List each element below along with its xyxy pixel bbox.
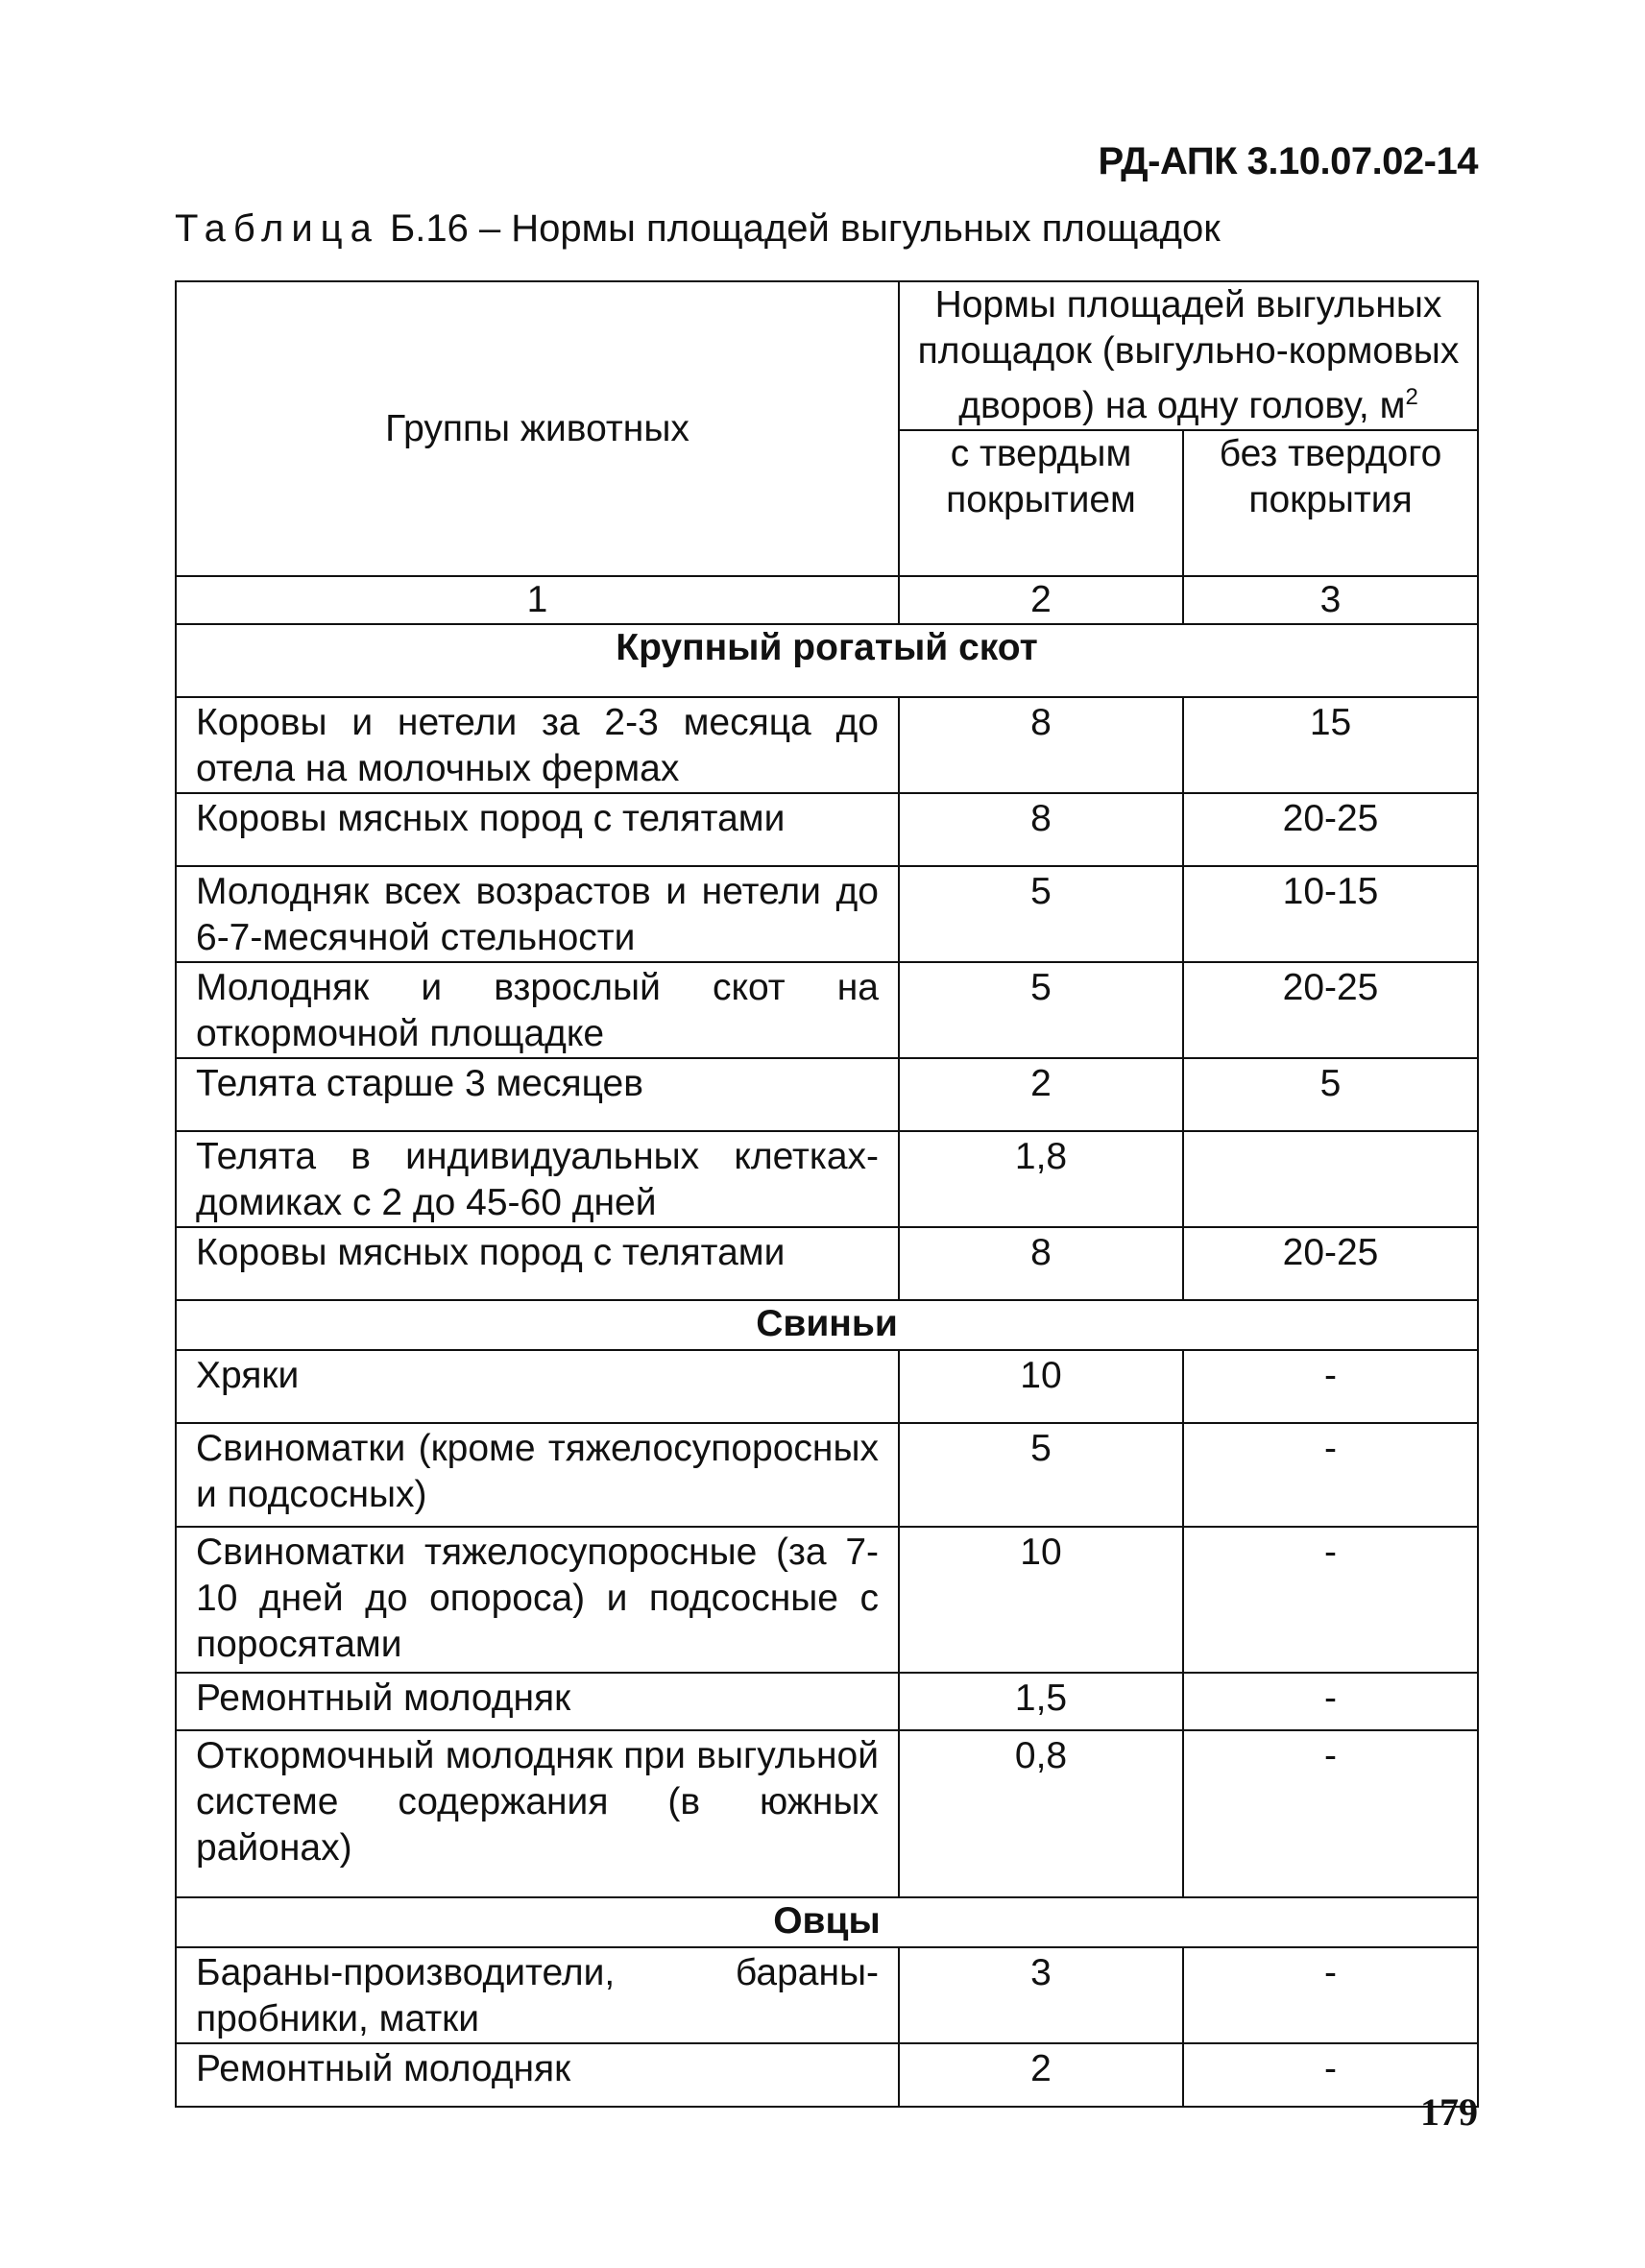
table-row [176, 1058, 1478, 1131]
section-row [176, 624, 1478, 697]
no-hard-surface-value: - [1183, 1947, 1478, 2043]
section-title: Крупный рогатый скот [176, 624, 1478, 697]
no-hard-surface-value: - [1183, 1350, 1478, 1423]
table-row [176, 1131, 1478, 1227]
header-no-hard-surface: без твердого покрытия [1183, 430, 1478, 576]
norms-table [175, 280, 1479, 2108]
table-row [176, 1350, 1478, 1423]
column-number: 3 [1183, 576, 1478, 624]
no-hard-surface-value: - [1183, 2043, 1478, 2107]
table-row [176, 962, 1478, 1058]
hard-surface-value: 10 [899, 1527, 1183, 1673]
no-hard-surface-value: 10-15 [1183, 866, 1478, 962]
no-hard-surface-value: - [1183, 1423, 1478, 1527]
animal-group-name: Ремонтный молодняк [176, 2043, 899, 2107]
animal-group-name: Коровы мясных пород с телятами [176, 793, 899, 866]
hard-surface-value: 5 [899, 962, 1183, 1058]
hard-surface-value: 2 [899, 2043, 1183, 2107]
table-row [176, 1227, 1478, 1300]
no-hard-surface-value: 20-25 [1183, 793, 1478, 866]
table-caption-text: Б.16 – Нормы площадей выгульных площадок [389, 207, 1221, 250]
table-row [176, 2043, 1478, 2107]
animal-group-name: Свиноматки (кроме тяжелосупоросных и подсосных) [176, 1423, 899, 1527]
hard-surface-value: 5 [899, 1423, 1183, 1527]
table-row [176, 697, 1478, 793]
hard-surface-value: 8 [899, 793, 1183, 866]
animal-group-name: Коровы и нетели за 2-3 месяца до отела на молочных фермах [176, 697, 899, 793]
animal-group-name: Молодняк и взрослый скот на откормочной площадке [176, 962, 899, 1058]
hard-surface-value: 8 [899, 1227, 1183, 1300]
table-row [176, 1423, 1478, 1527]
no-hard-surface-value: 20-25 [1183, 962, 1478, 1058]
table-row [176, 1673, 1478, 1730]
column-number: 1 [176, 576, 899, 624]
header-norms-text: Нормы площадей выгульных площадок (выгульно-кормовых дворов) на одну голову, [917, 284, 1460, 426]
no-hard-surface-value: 15 [1183, 697, 1478, 793]
hard-surface-value: 1,8 [899, 1131, 1183, 1227]
animal-group-name: Откормочный молодняк при выгульной системе содержания (в южных районах) [176, 1730, 899, 1897]
hard-surface-value: 8 [899, 697, 1183, 793]
no-hard-surface-value: - [1183, 1673, 1478, 1730]
hard-surface-value: 3 [899, 1947, 1183, 2043]
animal-group-name: Бараны-производители, бараны-пробники, матки [176, 1947, 899, 2043]
header-row [176, 281, 1478, 430]
header-norms-unit: $м^2$ [1379, 384, 1418, 426]
hard-surface-value: 0,8 [899, 1730, 1183, 1897]
no-hard-surface-value: - [1183, 1730, 1478, 1897]
document-code: РД-АПК 3.10.07.02-14 [1098, 140, 1478, 182]
column-number: 2 [899, 576, 1183, 624]
table-row [176, 1527, 1478, 1673]
table-row [176, 1947, 1478, 2043]
section-row [176, 1300, 1478, 1350]
table-row [176, 793, 1478, 866]
hard-surface-value: 2 [899, 1058, 1183, 1131]
table-row [176, 866, 1478, 962]
animal-group-name: Свиноматки тяжелосупоросные (за 7-10 дней до опороса) и подсосные с поросятами [176, 1527, 899, 1673]
table-row [176, 1730, 1478, 1897]
section-row [176, 1897, 1478, 1947]
section-title: Овцы [176, 1897, 1478, 1947]
animal-group-name: Телята в индивидуальных клетках-домиках с 2 до 45-60 дней [176, 1131, 899, 1227]
hard-surface-value: 10 [899, 1350, 1183, 1423]
animal-group-name: Молодняк всех возрастов и нетели до 6-7-месячной стельности [176, 866, 899, 962]
no-hard-surface-value [1183, 1131, 1478, 1227]
page-number: 179 [1420, 2090, 1478, 2134]
hard-surface-value: 1,5 [899, 1673, 1183, 1730]
animal-group-name: Коровы мясных пород с телятами [176, 1227, 899, 1300]
section-title: Свиньи [176, 1300, 1478, 1350]
no-hard-surface-value: 20-25 [1183, 1227, 1478, 1300]
column-number-row [176, 576, 1478, 624]
table-caption [175, 207, 1221, 251]
table-caption-prefix: Таблица [175, 207, 379, 250]
animal-group-name: Телята старше 3 месяцев [176, 1058, 899, 1131]
header-animal-groups: Группы животных [176, 281, 899, 576]
hard-surface-value: 5 [899, 866, 1183, 962]
animal-group-name: Ремонтный молодняк [176, 1673, 899, 1730]
header-norms [899, 281, 1478, 430]
no-hard-surface-value: - [1183, 1527, 1478, 1673]
header-hard-surface: с твердым покрытием [899, 430, 1183, 576]
animal-group-name: Хряки [176, 1350, 899, 1423]
no-hard-surface-value: 5 [1183, 1058, 1478, 1131]
